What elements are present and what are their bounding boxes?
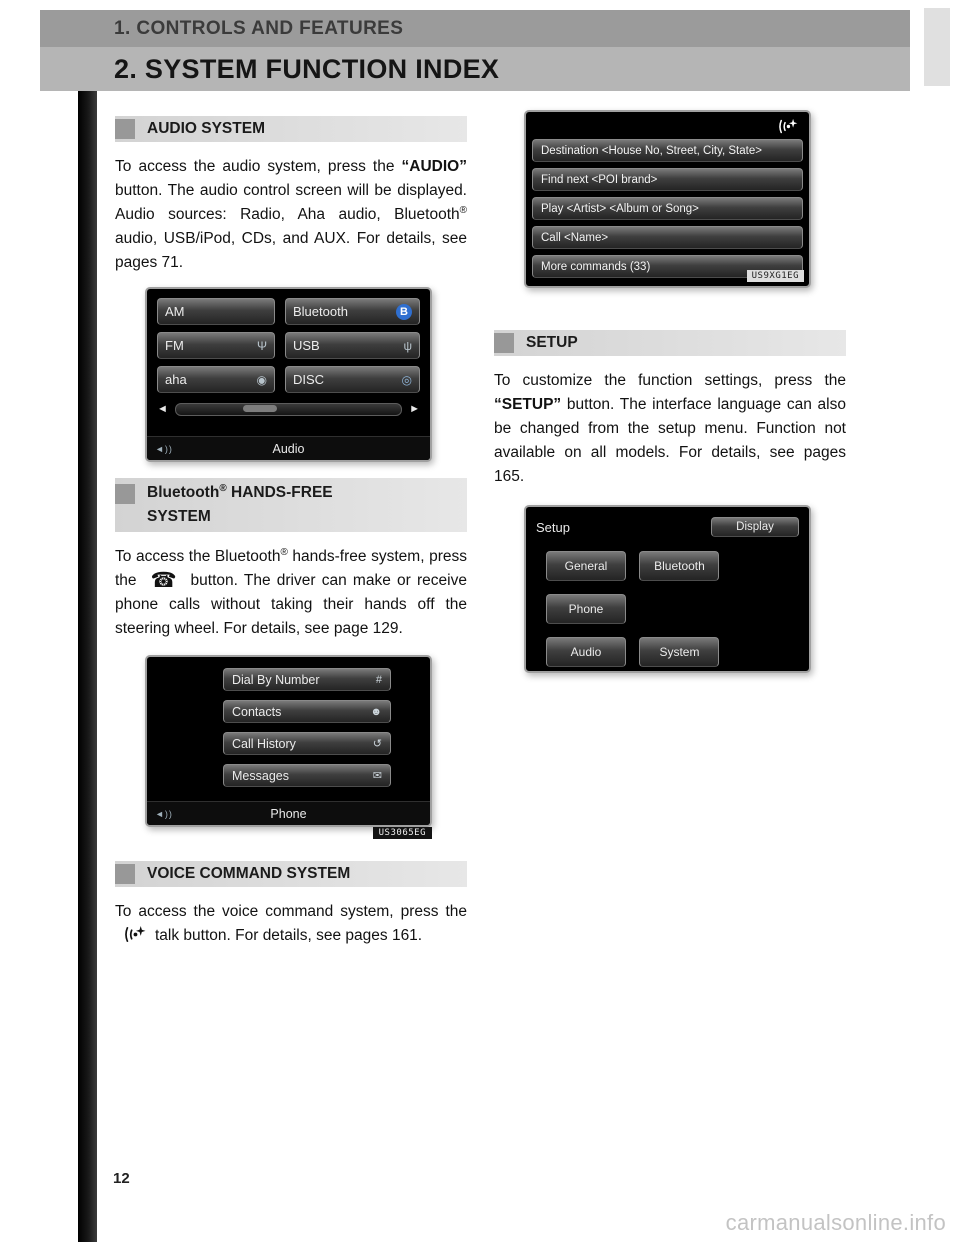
button-label: Contacts bbox=[232, 704, 282, 719]
section-bullet-icon bbox=[115, 119, 135, 139]
aha-logo-icon: ◉ bbox=[256, 372, 267, 387]
text-segment: To access the audio system, press the bbox=[115, 158, 402, 175]
text-segment: button. The audio control screen will be displayed. Audio sources: Radio, Aha audio, Bluetooth bbox=[115, 182, 467, 223]
text-segment: HANDS-FREE bbox=[226, 484, 333, 501]
command-label: More commands (33) bbox=[541, 260, 651, 273]
text-segment: To customize the function settings, press the bbox=[494, 372, 846, 389]
text-segment: Bluetooth bbox=[147, 484, 220, 501]
usb-button bbox=[285, 332, 420, 359]
audio-source-screen bbox=[145, 287, 432, 462]
figure-code: US9XG1EG bbox=[747, 270, 804, 282]
audio-settings-button: Audio bbox=[546, 637, 626, 667]
left-arrow-icon: ◄ bbox=[157, 403, 168, 415]
text-segment: audio, USB/iPod, CDs, and AUX. For details, see pages 71. bbox=[115, 230, 467, 271]
contact-icon: ☻ bbox=[370, 705, 382, 718]
text-segment: button. The driver can make or receive phone calls without taking their hands off the steering wheel. For details, see page 129. bbox=[115, 572, 467, 637]
phone-menu-screen bbox=[145, 655, 432, 838]
watermark: carmanualsonline.info bbox=[725, 1210, 946, 1235]
section-bullet-icon bbox=[494, 333, 514, 353]
usb-icon: ψ bbox=[403, 338, 412, 353]
voice-command-item bbox=[532, 168, 803, 191]
voice-heading-label: VOICE COMMAND SYSTEM bbox=[147, 865, 351, 882]
aha-button bbox=[157, 366, 275, 393]
system-settings-button: System bbox=[639, 637, 719, 667]
bluetooth-audio-button bbox=[285, 298, 420, 325]
audio-paragraph bbox=[115, 155, 467, 275]
slider-thumb bbox=[243, 405, 277, 412]
audio-heading-label: AUDIO SYSTEM bbox=[147, 120, 265, 137]
registered-mark: ® bbox=[459, 204, 467, 216]
text-segment-bold: “AUDIO” bbox=[401, 158, 467, 175]
command-label: Destination <House No, Street, City, State> bbox=[541, 144, 762, 157]
voice-section-heading bbox=[115, 861, 467, 887]
voice-screen-figure bbox=[524, 110, 811, 288]
right-arrow-icon: ► bbox=[409, 403, 420, 415]
fm-button bbox=[157, 332, 275, 359]
button-label: DISC bbox=[293, 372, 325, 387]
phone-screen-figure bbox=[145, 655, 432, 838]
am-button bbox=[157, 298, 275, 325]
bluetooth-settings-button: Bluetooth bbox=[639, 551, 719, 581]
messages-button bbox=[223, 764, 391, 787]
history-icon: ↺ bbox=[372, 738, 382, 750]
setup-buttons-grid bbox=[534, 551, 801, 680]
bluetooth-heading-label bbox=[147, 481, 333, 529]
command-label: Find next <POI brand> bbox=[541, 173, 658, 186]
call-history-button bbox=[223, 732, 391, 755]
setup-screen-topbar bbox=[536, 517, 799, 537]
right-column bbox=[494, 100, 846, 673]
registered-mark: ® bbox=[280, 546, 288, 558]
voice-paragraph bbox=[115, 900, 467, 948]
keypad-icon: # bbox=[375, 673, 382, 686]
voice-screen-topbar bbox=[532, 117, 803, 139]
setup-paragraph bbox=[494, 369, 846, 489]
setup-heading-label: SETUP bbox=[526, 334, 578, 351]
bluetooth-icon: B bbox=[396, 304, 412, 320]
envelope-icon: ✉ bbox=[372, 770, 382, 782]
button-label: Dial By Number bbox=[232, 672, 320, 687]
slider-track bbox=[175, 403, 402, 416]
voice-command-item bbox=[532, 139, 803, 162]
chapter-title: 1. CONTROLS AND FEATURES bbox=[114, 18, 404, 39]
text-segment: hands-free system, press the bbox=[115, 548, 467, 589]
voice-command-screen bbox=[524, 110, 811, 288]
section-bullet-icon bbox=[115, 864, 135, 884]
text-segment: button. The interface language can also be changed from the setup menu. Function not available on all models. For details, see pages 165. bbox=[494, 396, 846, 485]
figure-code: US3065EG bbox=[373, 827, 432, 839]
scan-artifact bbox=[924, 8, 950, 86]
voice-command-item bbox=[532, 226, 803, 249]
command-label: Call <Name> bbox=[541, 231, 609, 244]
phone-screen-footer bbox=[147, 801, 430, 825]
phone-settings-button: Phone bbox=[546, 594, 626, 624]
audio-screen-figure bbox=[145, 287, 432, 462]
page-binding-strip bbox=[78, 40, 97, 1242]
text-segment: To access the Bluetooth bbox=[115, 548, 281, 565]
page-title-bar bbox=[40, 47, 910, 91]
antenna-icon: Ψ bbox=[256, 338, 267, 353]
bluetooth-section-heading bbox=[115, 478, 467, 532]
button-label: AM bbox=[165, 304, 185, 319]
button-label: aha bbox=[165, 372, 187, 387]
speaker-icon: ◄)) bbox=[155, 808, 173, 819]
text-segment: SYSTEM bbox=[147, 508, 211, 525]
text-segment: talk button. For details, see pages 161. bbox=[155, 927, 423, 944]
display-button: Display bbox=[711, 517, 799, 537]
chapter-header-bar bbox=[40, 10, 910, 47]
setup-section-heading bbox=[494, 330, 846, 356]
page-title: 2. SYSTEM FUNCTION INDEX bbox=[114, 54, 500, 84]
button-label: USB bbox=[293, 338, 320, 353]
setup-screen-title: Setup bbox=[536, 519, 570, 535]
setup-menu-screen bbox=[524, 505, 811, 673]
voice-command-item bbox=[532, 197, 803, 220]
speaker-icon: ◄)) bbox=[155, 443, 173, 454]
page-number: 12 bbox=[113, 1170, 130, 1187]
source-slider bbox=[157, 400, 420, 418]
audio-source-row bbox=[157, 298, 420, 325]
footer-label: Phone bbox=[270, 806, 307, 821]
button-label: Call History bbox=[232, 736, 296, 751]
contacts-button bbox=[223, 700, 391, 723]
button-label: FM bbox=[165, 338, 184, 353]
audio-screen-footer bbox=[147, 436, 430, 460]
talk-icon bbox=[777, 118, 799, 135]
talk-icon bbox=[122, 925, 148, 944]
text-segment-bold: “SETUP” bbox=[494, 396, 562, 413]
section-bullet-icon bbox=[115, 484, 135, 504]
bluetooth-paragraph bbox=[115, 545, 467, 641]
button-label: Messages bbox=[232, 768, 289, 783]
phone-handset-icon: ☎ bbox=[148, 569, 179, 592]
disc-icon: ◎ bbox=[401, 372, 412, 387]
audio-section-heading bbox=[115, 116, 467, 142]
dial-by-number-button bbox=[223, 668, 391, 691]
audio-source-row bbox=[157, 366, 420, 393]
left-column bbox=[115, 100, 467, 948]
button-label: Bluetooth bbox=[293, 304, 348, 319]
command-label: Play <Artist> <Album or Song> bbox=[541, 202, 699, 215]
footer-label: Audio bbox=[272, 441, 305, 456]
disc-button bbox=[285, 366, 420, 393]
general-button: General bbox=[546, 551, 626, 581]
audio-source-row bbox=[157, 332, 420, 359]
text-segment: To access the voice command system, press the bbox=[115, 903, 467, 920]
registered-mark: ® bbox=[219, 482, 227, 494]
setup-screen-figure bbox=[524, 505, 811, 673]
